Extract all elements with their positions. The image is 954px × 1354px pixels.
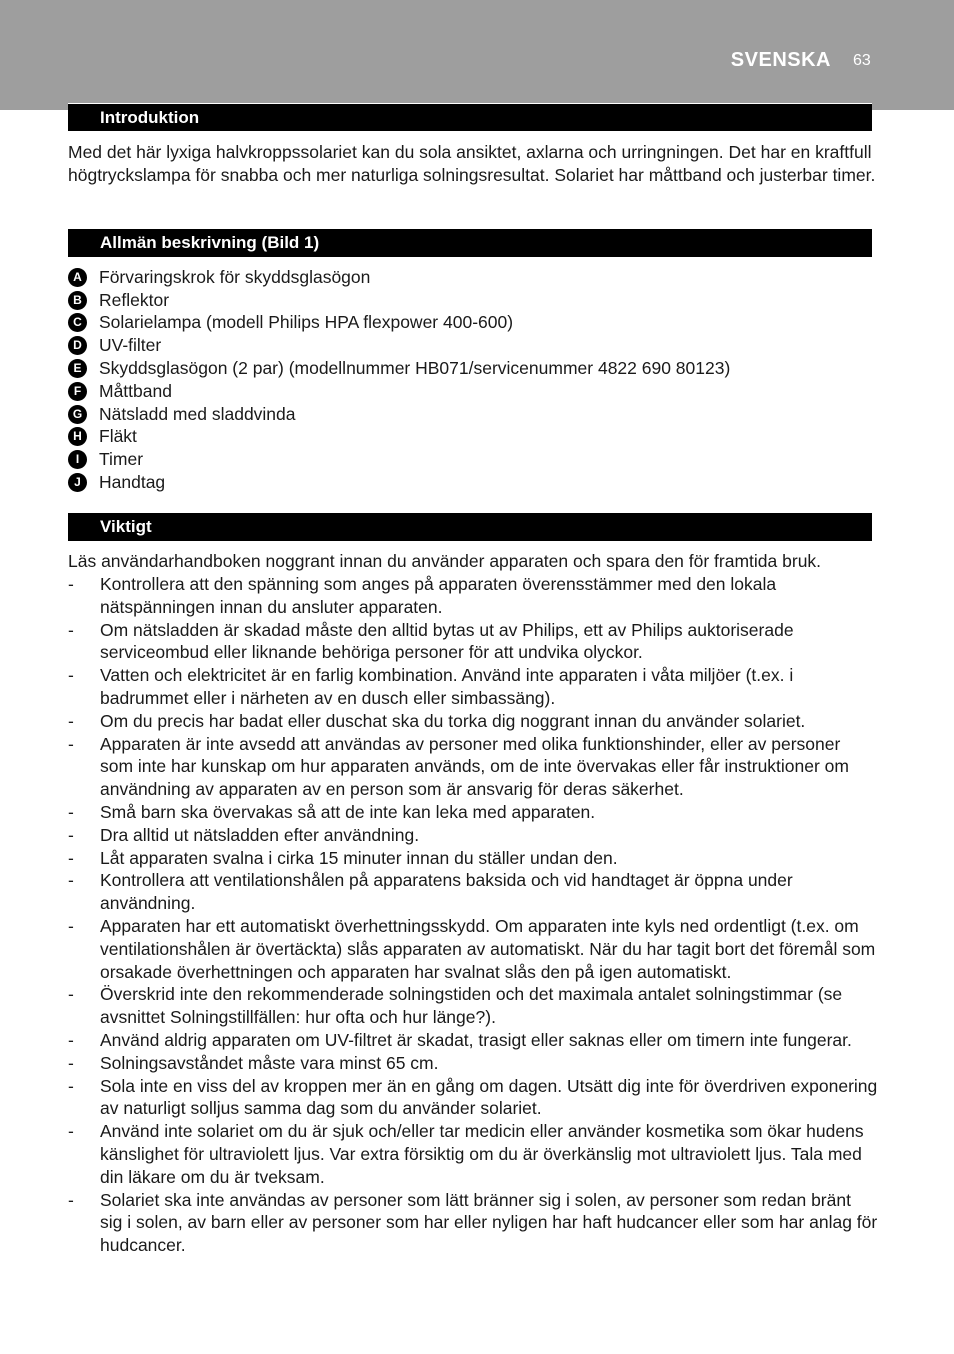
warning-text: Apparaten är inte avsedd att användas av personer med olika funktionshinder, eller av personer som inte har kunskap om hur apparaten används, om de inte övervakas eller får instruktioner om användning av apparaten av en person som är ansvarig för deras säkerhet. (100, 733, 849, 800)
list-item (68, 869, 878, 915)
dash-bullet: - (68, 824, 74, 845)
list-item (68, 289, 878, 312)
list-item (68, 403, 878, 426)
list-item (68, 801, 878, 824)
dash-bullet: - (68, 619, 74, 640)
list-item (68, 619, 878, 665)
warning-text: Apparaten har ett automatiskt överhettningsskydd. Om apparaten inte kyls ned ordentligt (t.ex. om ventilationshålen är övertäckta) slås apparaten av automatiskt. När du har tagit bort det föremål som orsakade överhettningen och apparaten har svalnat slås den på igen automatiskt. (100, 915, 876, 982)
warning-text: Kontrollera att den spänning som anges på apparaten överensstämmer med den lokala nätspänningen innan du ansluter apparaten. (100, 574, 777, 617)
letter-badge: B (68, 291, 87, 310)
list-item (68, 1075, 878, 1121)
intro-paragraph: Med det här lyxiga halvkroppssolariet kan du sola ansiktet, axlarna och urringningen. Det har en kraftfull högtryckslampa för snabba och mer naturliga solningsresultat. Solariet har måttband och justerbar timer. (68, 142, 876, 185)
list-item (68, 334, 878, 357)
warning-text: Solariet ska inte användas av personer som lätt bränner sig i solen, av personer som redan bränt sig i solen, av barn eller av personer som har eller nyligen har haft hudcancer eller som har anlag för hudcancer. (100, 1189, 878, 1256)
letter-badge: A (68, 268, 87, 287)
letter-badge: E (68, 359, 87, 378)
dash-bullet: - (68, 710, 74, 731)
warning-text: Använd aldrig apparaten om UV-filtret är skadat, trasigt eller saknas eller om timern inte fungerar. (100, 1029, 852, 1050)
list-item (68, 471, 878, 494)
letter-badge: I (68, 450, 87, 469)
warning-text: Överskrid inte den rekommenderade solningstiden och det maximala antalet solningstimmar (se avsnittet Solningstillfällen: hur ofta och hur länge?). (100, 984, 843, 1028)
warning-text: Vatten och elektricitet är en farlig kombination. Använd inte apparaten i våta miljöer (t.ex. i badrummet eller i närheten av en dusch eller simbassäng). (100, 665, 794, 708)
dash-bullet: - (68, 870, 74, 891)
part-label: Fläkt (99, 426, 137, 447)
part-label: Handtag (99, 472, 166, 493)
list-item (68, 448, 878, 471)
section-heading-viktigt: Viktigt (68, 513, 872, 541)
warning-text: Om du precis har badat eller duschat ska du torka dig noggrant innan du använder solariet. (100, 710, 806, 731)
header-bar (0, 0, 954, 110)
list-item (68, 1052, 878, 1075)
dash-bullet: - (68, 574, 74, 594)
list-item (68, 1029, 878, 1052)
letter-badge: H (68, 427, 87, 446)
dash-bullet: - (68, 1029, 74, 1050)
warning-text: Använd inte solariet om du är sjuk och/eller tar medicin eller använder kosmetika som ökar hudens känslighet för ultraviolett ljus. Var extra försiktig om du är överkänslig mot ultraviolett ljus. Tala med din läkare om du är tveksam. (100, 1121, 864, 1187)
warning-text: Solningsavståndet måste vara minst 65 cm. (100, 1052, 439, 1073)
warning-text: Om nätsladden är skadad måste den alltid bytas ut av Philips, ett av Philips auktoriserade serviceombud eller liknande behöriga personer för att undvika olyckor. (100, 619, 794, 663)
dash-bullet: - (68, 915, 74, 936)
part-label: Måttband (99, 380, 172, 401)
list-item (68, 710, 878, 733)
warning-text: Små barn ska övervakas så att de inte kan leka med apparaten. (100, 801, 596, 822)
parts-list (68, 266, 878, 494)
warning-text: Låt apparaten svalna i cirka 15 minuter innan du ställer undan den. (100, 847, 618, 868)
list-item (68, 847, 878, 870)
part-label: Nätsladd med sladdvinda (99, 403, 296, 424)
dash-bullet: - (68, 733, 74, 754)
part-label: Timer (99, 449, 144, 470)
dash-bullet: - (68, 1052, 74, 1073)
warnings-list (68, 573, 878, 1257)
list-item (68, 357, 878, 380)
list-item (68, 573, 878, 619)
list-item (68, 733, 878, 801)
dash-bullet: - (68, 1189, 74, 1210)
list-item (68, 426, 878, 449)
part-label: Solarielampa (modell Philips HPA flexpower 400-600) (99, 312, 514, 333)
list-item (68, 312, 878, 335)
letter-badge: J (68, 473, 87, 492)
warning-text: Kontrollera att ventilationshålen på apparatens baksida och vid handtaget är öppna under användning. (100, 870, 793, 914)
dash-bullet: - (68, 1075, 74, 1096)
list-item (68, 1120, 878, 1188)
part-label: Reflektor (99, 289, 170, 310)
list-item (68, 915, 878, 983)
part-label: Skyddsglasögon (2 par) (modellnummer HB071/servicenummer 4822 690 80123) (99, 358, 731, 379)
list-item (68, 380, 878, 403)
language-label: SVENSKA (730, 49, 831, 71)
letter-badge: C (68, 313, 87, 332)
letter-badge: D (68, 336, 87, 355)
list-item (68, 266, 878, 289)
important-intro: Läs användarhandboken noggrant innan du använder apparaten och spara den för framtida bruk. (68, 551, 822, 571)
warning-text: Dra alltid ut nätsladden efter användning. (100, 824, 420, 845)
section-heading-description: Allmän beskrivning (Bild 1) (68, 229, 872, 257)
dash-bullet: - (68, 1121, 74, 1142)
list-item (68, 824, 878, 847)
dash-bullet: - (68, 801, 74, 822)
list-item (68, 664, 878, 710)
list-item (68, 1189, 878, 1257)
page-number: 63 (853, 52, 871, 69)
dash-bullet: - (68, 847, 74, 868)
part-label: Förvaringskrok för skyddsglasögon (99, 266, 371, 287)
dash-bullet: - (68, 984, 74, 1005)
letter-badge: G (68, 405, 87, 424)
list-item (68, 983, 878, 1029)
part-label: UV-filter (99, 335, 162, 356)
letter-badge: F (68, 382, 87, 401)
dash-bullet: - (68, 665, 74, 686)
warning-text: Sola inte en viss del av kroppen mer än en gång om dagen. Utsätt dig inte för överdriven exponering av naturligt solljus samma dag som du använder solariet. (100, 1075, 878, 1119)
section-heading-introduktion: Introduktion (68, 103, 872, 131)
